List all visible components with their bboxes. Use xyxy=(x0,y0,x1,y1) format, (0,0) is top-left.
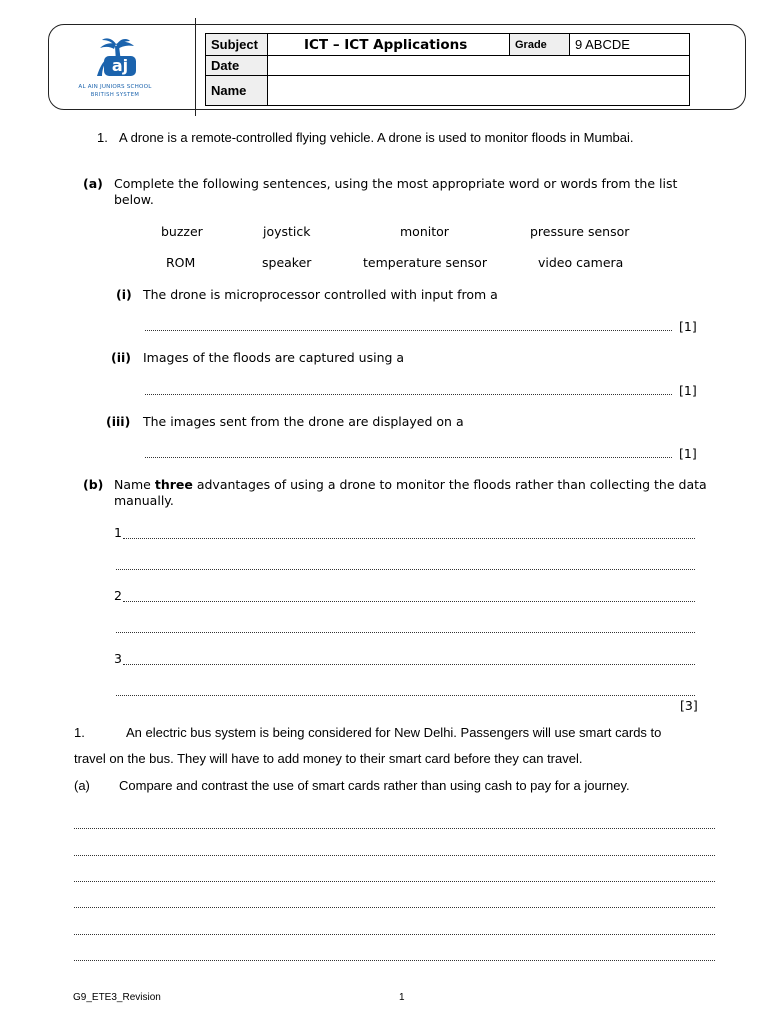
header-info-table xyxy=(205,33,690,106)
header-divider xyxy=(195,18,196,116)
subpart-iii-label: (iii) xyxy=(106,414,131,429)
subpart-i-label: (i) xyxy=(116,287,132,302)
part-b-text-end: advantages of using a drone to monitor the floods rather than collecting the data xyxy=(192,477,707,492)
question-2-part-a-label: (a) xyxy=(74,778,90,793)
name-field[interactable] xyxy=(268,76,690,106)
question-2-text-line1: An electric bus system is being considered for New Delhi. Passengers will use smart cards to xyxy=(126,725,662,740)
school-logo xyxy=(50,38,180,100)
footer-page-number: 1 xyxy=(399,992,405,1003)
subpart-ii-label: (ii) xyxy=(111,350,131,365)
question-1-text: A drone is a remote-controlled flying vehicle. A drone is used to monitor floods in Mumbai. xyxy=(119,130,634,145)
subpart-ii-text: Images of the floods are captured using a xyxy=(143,350,405,365)
word-list-item: pressure sensor xyxy=(530,224,630,239)
answer-line-q2-5[interactable] xyxy=(74,934,715,935)
footer-doc-code: G9_ETE3_Revision xyxy=(73,992,161,1003)
word-list-item: buzzer xyxy=(161,224,203,239)
logo-emblem-icon xyxy=(50,38,180,82)
part-a-text-line1: Complete the following sentences, using the most appropriate word or words from the list xyxy=(114,176,678,191)
subpart-ii xyxy=(111,350,404,365)
answer-line-b2a[interactable] xyxy=(123,601,695,602)
answer-line-ii[interactable] xyxy=(145,394,672,395)
date-field[interactable] xyxy=(268,56,690,76)
word-list-item: monitor xyxy=(400,224,449,239)
subpart-i-text: The drone is microprocessor controlled with input from a xyxy=(143,287,498,302)
word-list-item: joystick xyxy=(263,224,311,239)
answer-line-q2-1[interactable] xyxy=(74,828,715,829)
word-list-item: speaker xyxy=(262,255,312,270)
word-list-item: temperature sensor xyxy=(363,255,487,270)
part-a-label: (a) xyxy=(83,176,103,191)
mark-i: [1] xyxy=(679,319,697,334)
answer-line-q2-2[interactable] xyxy=(74,855,715,856)
word-list-item: ROM xyxy=(166,255,196,270)
mark-ii: [1] xyxy=(679,383,697,398)
part-b-label: (b) xyxy=(83,477,104,492)
mark-iii: [1] xyxy=(679,446,697,461)
answer-line-b3b[interactable] xyxy=(116,695,695,696)
grade-label: Grade xyxy=(510,34,570,56)
part-b-bold-word: three xyxy=(154,477,193,492)
answer-line-q2-3[interactable] xyxy=(74,881,715,882)
part-b-instruction xyxy=(83,477,708,509)
grade-value: 9 ABCDE xyxy=(570,34,690,56)
question-1-intro xyxy=(97,130,634,145)
logo-caption-system: BRITISH SYSTEM xyxy=(90,92,140,98)
question-2-line1 xyxy=(74,725,661,740)
part-a-instruction xyxy=(83,176,703,208)
question-2-part-a xyxy=(74,778,630,793)
answer-line-b3a[interactable] xyxy=(123,664,695,665)
part-a-text-line2: below. xyxy=(114,192,154,207)
answer-number-1: 1 xyxy=(114,525,122,540)
question-1-number: 1. xyxy=(97,130,108,145)
answer-line-q2-4[interactable] xyxy=(74,907,715,908)
answer-number-2: 2 xyxy=(114,588,122,603)
answer-line-b2b[interactable] xyxy=(116,632,695,633)
logo-caption-school: AL AIN JUNIORS SCHOOL xyxy=(78,84,152,90)
name-label: Name xyxy=(206,76,268,106)
subject-value: ICT – ICT Applications xyxy=(268,34,510,56)
subpart-iii-text: The images sent from the drone are displayed on a xyxy=(143,414,464,429)
word-list-item: video camera xyxy=(538,255,624,270)
answer-line-b1a[interactable] xyxy=(123,538,695,539)
subject-label: Subject xyxy=(206,34,268,56)
subpart-iii xyxy=(106,414,464,429)
answer-number-3: 3 xyxy=(114,651,122,666)
answer-line-iii[interactable] xyxy=(145,457,672,458)
question-2-text-line2: travel on the bus. They will have to add money to their smart card before they can travel. xyxy=(74,751,583,766)
answer-line-q2-6[interactable] xyxy=(74,960,715,961)
answer-line-i[interactable] xyxy=(145,330,672,331)
part-b-text-line2: manually. xyxy=(114,493,174,508)
subpart-i xyxy=(116,287,498,302)
mark-b: [3] xyxy=(680,698,698,713)
question-2-number: 1. xyxy=(74,725,85,740)
question-2-part-a-text: Compare and contrast the use of smart cards rather than using cash to pay for a journey. xyxy=(119,778,630,793)
date-label: Date xyxy=(206,56,268,76)
part-b-text-start: Name xyxy=(114,477,155,492)
answer-line-b1b[interactable] xyxy=(116,569,695,570)
logo-letters: aj xyxy=(111,56,129,75)
